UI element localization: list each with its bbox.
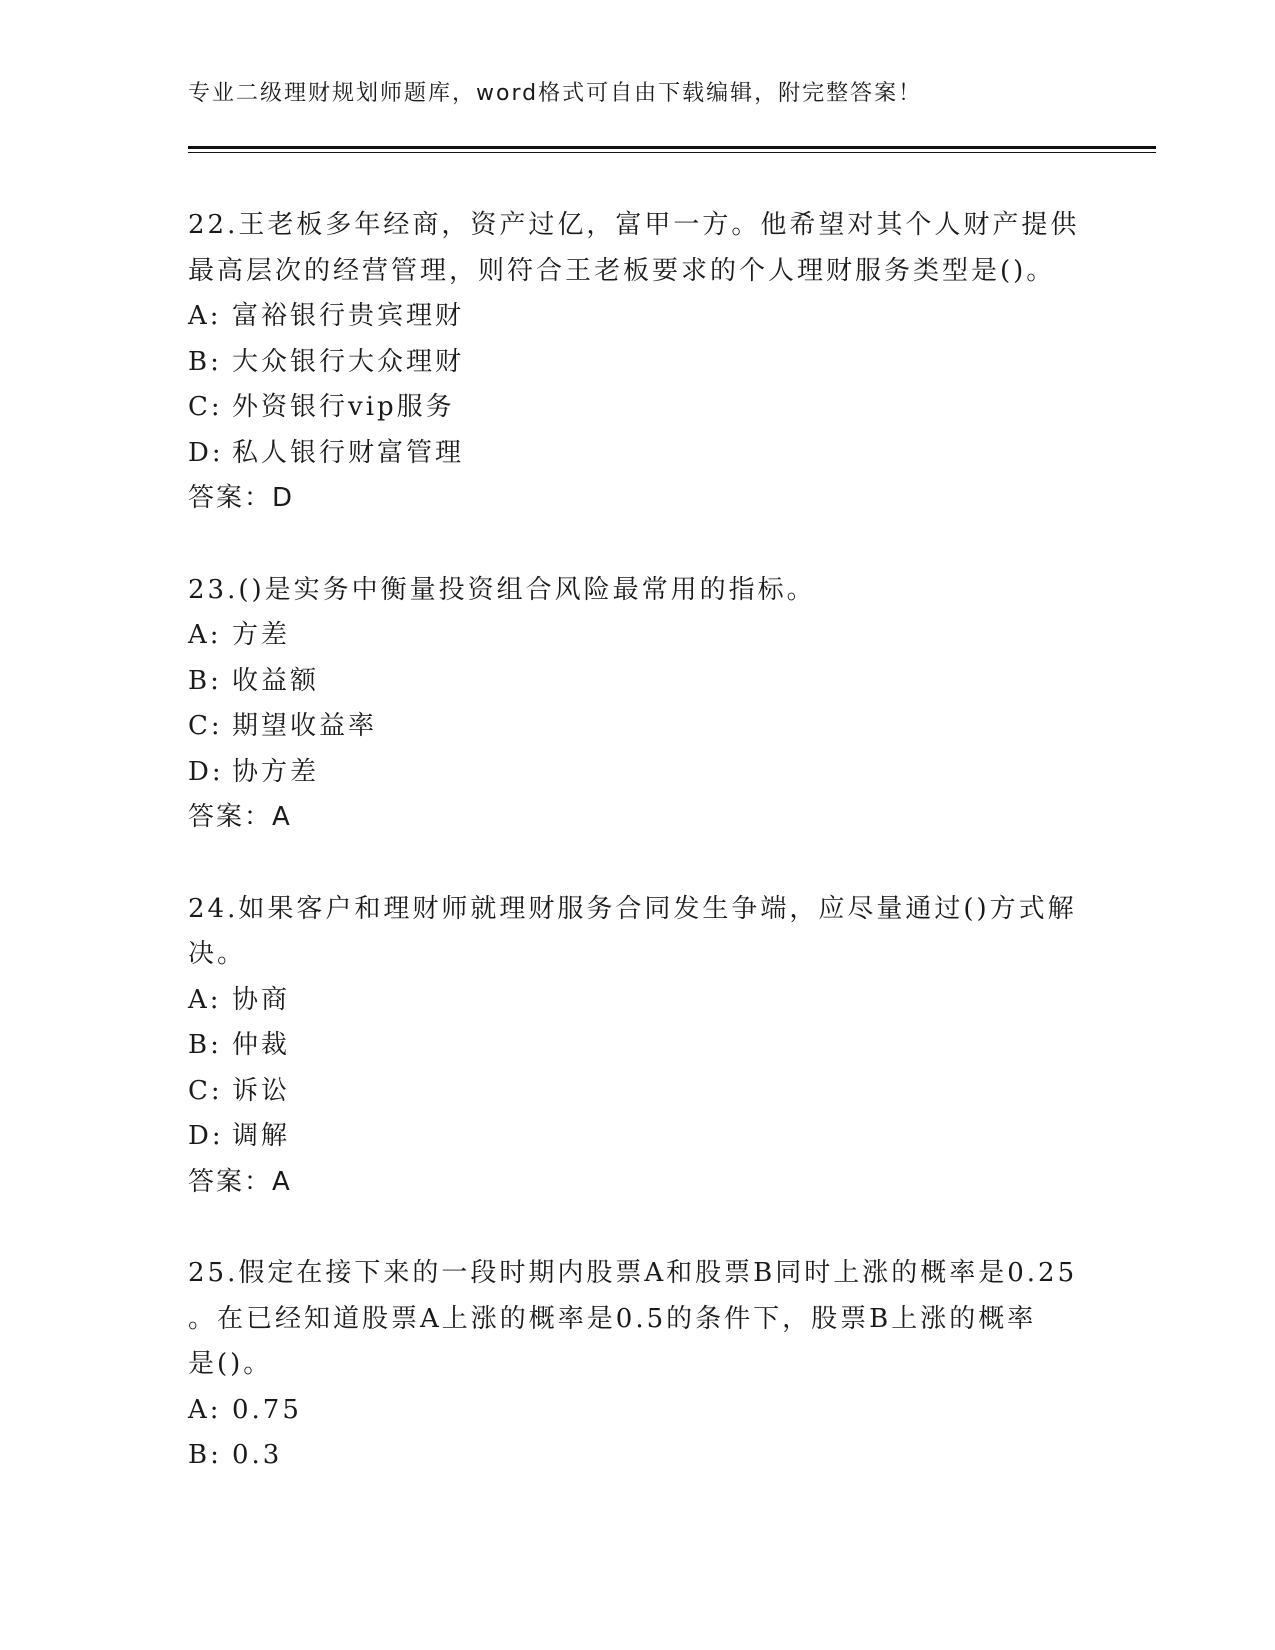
stem-line: 。在已经知道股票A上涨的概率是0.5的条件下，股票B上涨的概率	[188, 1303, 1037, 1334]
option-text: 方差	[232, 620, 291, 650]
option-letter: D:	[188, 1121, 224, 1151]
stem-line: 22.王老板多年经商，资产过亿，富甲一方。他希望对其个人财产提供	[188, 210, 1080, 240]
option-d	[188, 1114, 1088, 1160]
option-letter: A:	[188, 301, 222, 331]
option-letter: B:	[188, 1030, 222, 1060]
stem-line: 是()。	[188, 1349, 273, 1379]
option-letter: C:	[188, 392, 223, 422]
option-a	[188, 978, 1088, 1024]
option-letter: A:	[188, 620, 222, 650]
option-d	[188, 431, 1088, 477]
stem-line: 25.假定在接下来的一段时期内股票A和股票B同时上涨的概率是0.25	[188, 1258, 1078, 1288]
option-letter: B:	[188, 665, 222, 696]
question-22	[188, 203, 1088, 522]
option-a	[188, 294, 1088, 340]
option-text: 大众银行大众理财	[232, 346, 465, 377]
stem-line: 24.如果客户和理财师就理财服务合同发生争端，应尽量通过()方式解	[188, 893, 1077, 924]
option-letter: D:	[188, 756, 224, 787]
question-stem	[188, 568, 1088, 614]
option-text: 0.75	[232, 1394, 302, 1425]
option-a	[188, 613, 1088, 659]
option-text: 0.3	[232, 1440, 283, 1470]
option-text: 调解	[232, 1121, 291, 1151]
question-list	[188, 203, 1088, 1525]
answer-line: 答案：D	[188, 483, 295, 513]
header-divider-thick	[188, 146, 1156, 149]
question-stem	[188, 887, 1088, 978]
option-c	[188, 385, 1088, 431]
option-text: 协方差	[232, 756, 320, 787]
option-text: 私人银行财富管理	[232, 437, 465, 468]
option-letter: D:	[188, 437, 224, 468]
stem-line: 23.()是实务中衡量投资组合风险最常用的指标。	[188, 574, 816, 605]
question-23	[188, 568, 1088, 841]
option-letter: C:	[188, 711, 223, 741]
question-24	[188, 887, 1088, 1206]
question-stem	[188, 203, 1088, 294]
option-b	[188, 340, 1088, 386]
page-header: 专业二级理财规划师题库，word格式可自由下载编辑，附完整答案！	[188, 81, 923, 106]
question-25	[188, 1251, 1088, 1479]
option-b	[188, 1023, 1088, 1069]
stem-line: 决。	[188, 939, 247, 969]
option-c	[188, 704, 1088, 750]
option-b	[188, 1433, 1088, 1479]
option-text: 外资银行vip服务	[232, 392, 455, 422]
option-c	[188, 1069, 1088, 1115]
option-text: 期望收益率	[232, 711, 378, 741]
option-letter: C:	[188, 1075, 223, 1106]
answer-line: 答案：A	[188, 1166, 292, 1197]
header-divider-thin	[188, 152, 1156, 153]
option-text: 收益额	[232, 665, 320, 696]
option-letter: A:	[188, 984, 222, 1015]
option-d	[188, 750, 1088, 796]
question-stem	[188, 1251, 1088, 1388]
stem-line: 最高层次的经营管理，则符合王老板要求的个人理财服务类型是()。	[188, 255, 1056, 286]
answer-line: 答案：A	[188, 802, 292, 832]
option-text: 诉讼	[232, 1075, 291, 1106]
option-a	[188, 1388, 1088, 1434]
option-letter: B:	[188, 346, 222, 377]
option-letter: A:	[188, 1394, 222, 1425]
option-letter: B:	[188, 1440, 222, 1470]
option-text: 富裕银行贵宾理财	[232, 301, 465, 331]
option-text: 仲裁	[232, 1030, 291, 1060]
option-b	[188, 659, 1088, 705]
option-text: 协商	[232, 984, 291, 1015]
